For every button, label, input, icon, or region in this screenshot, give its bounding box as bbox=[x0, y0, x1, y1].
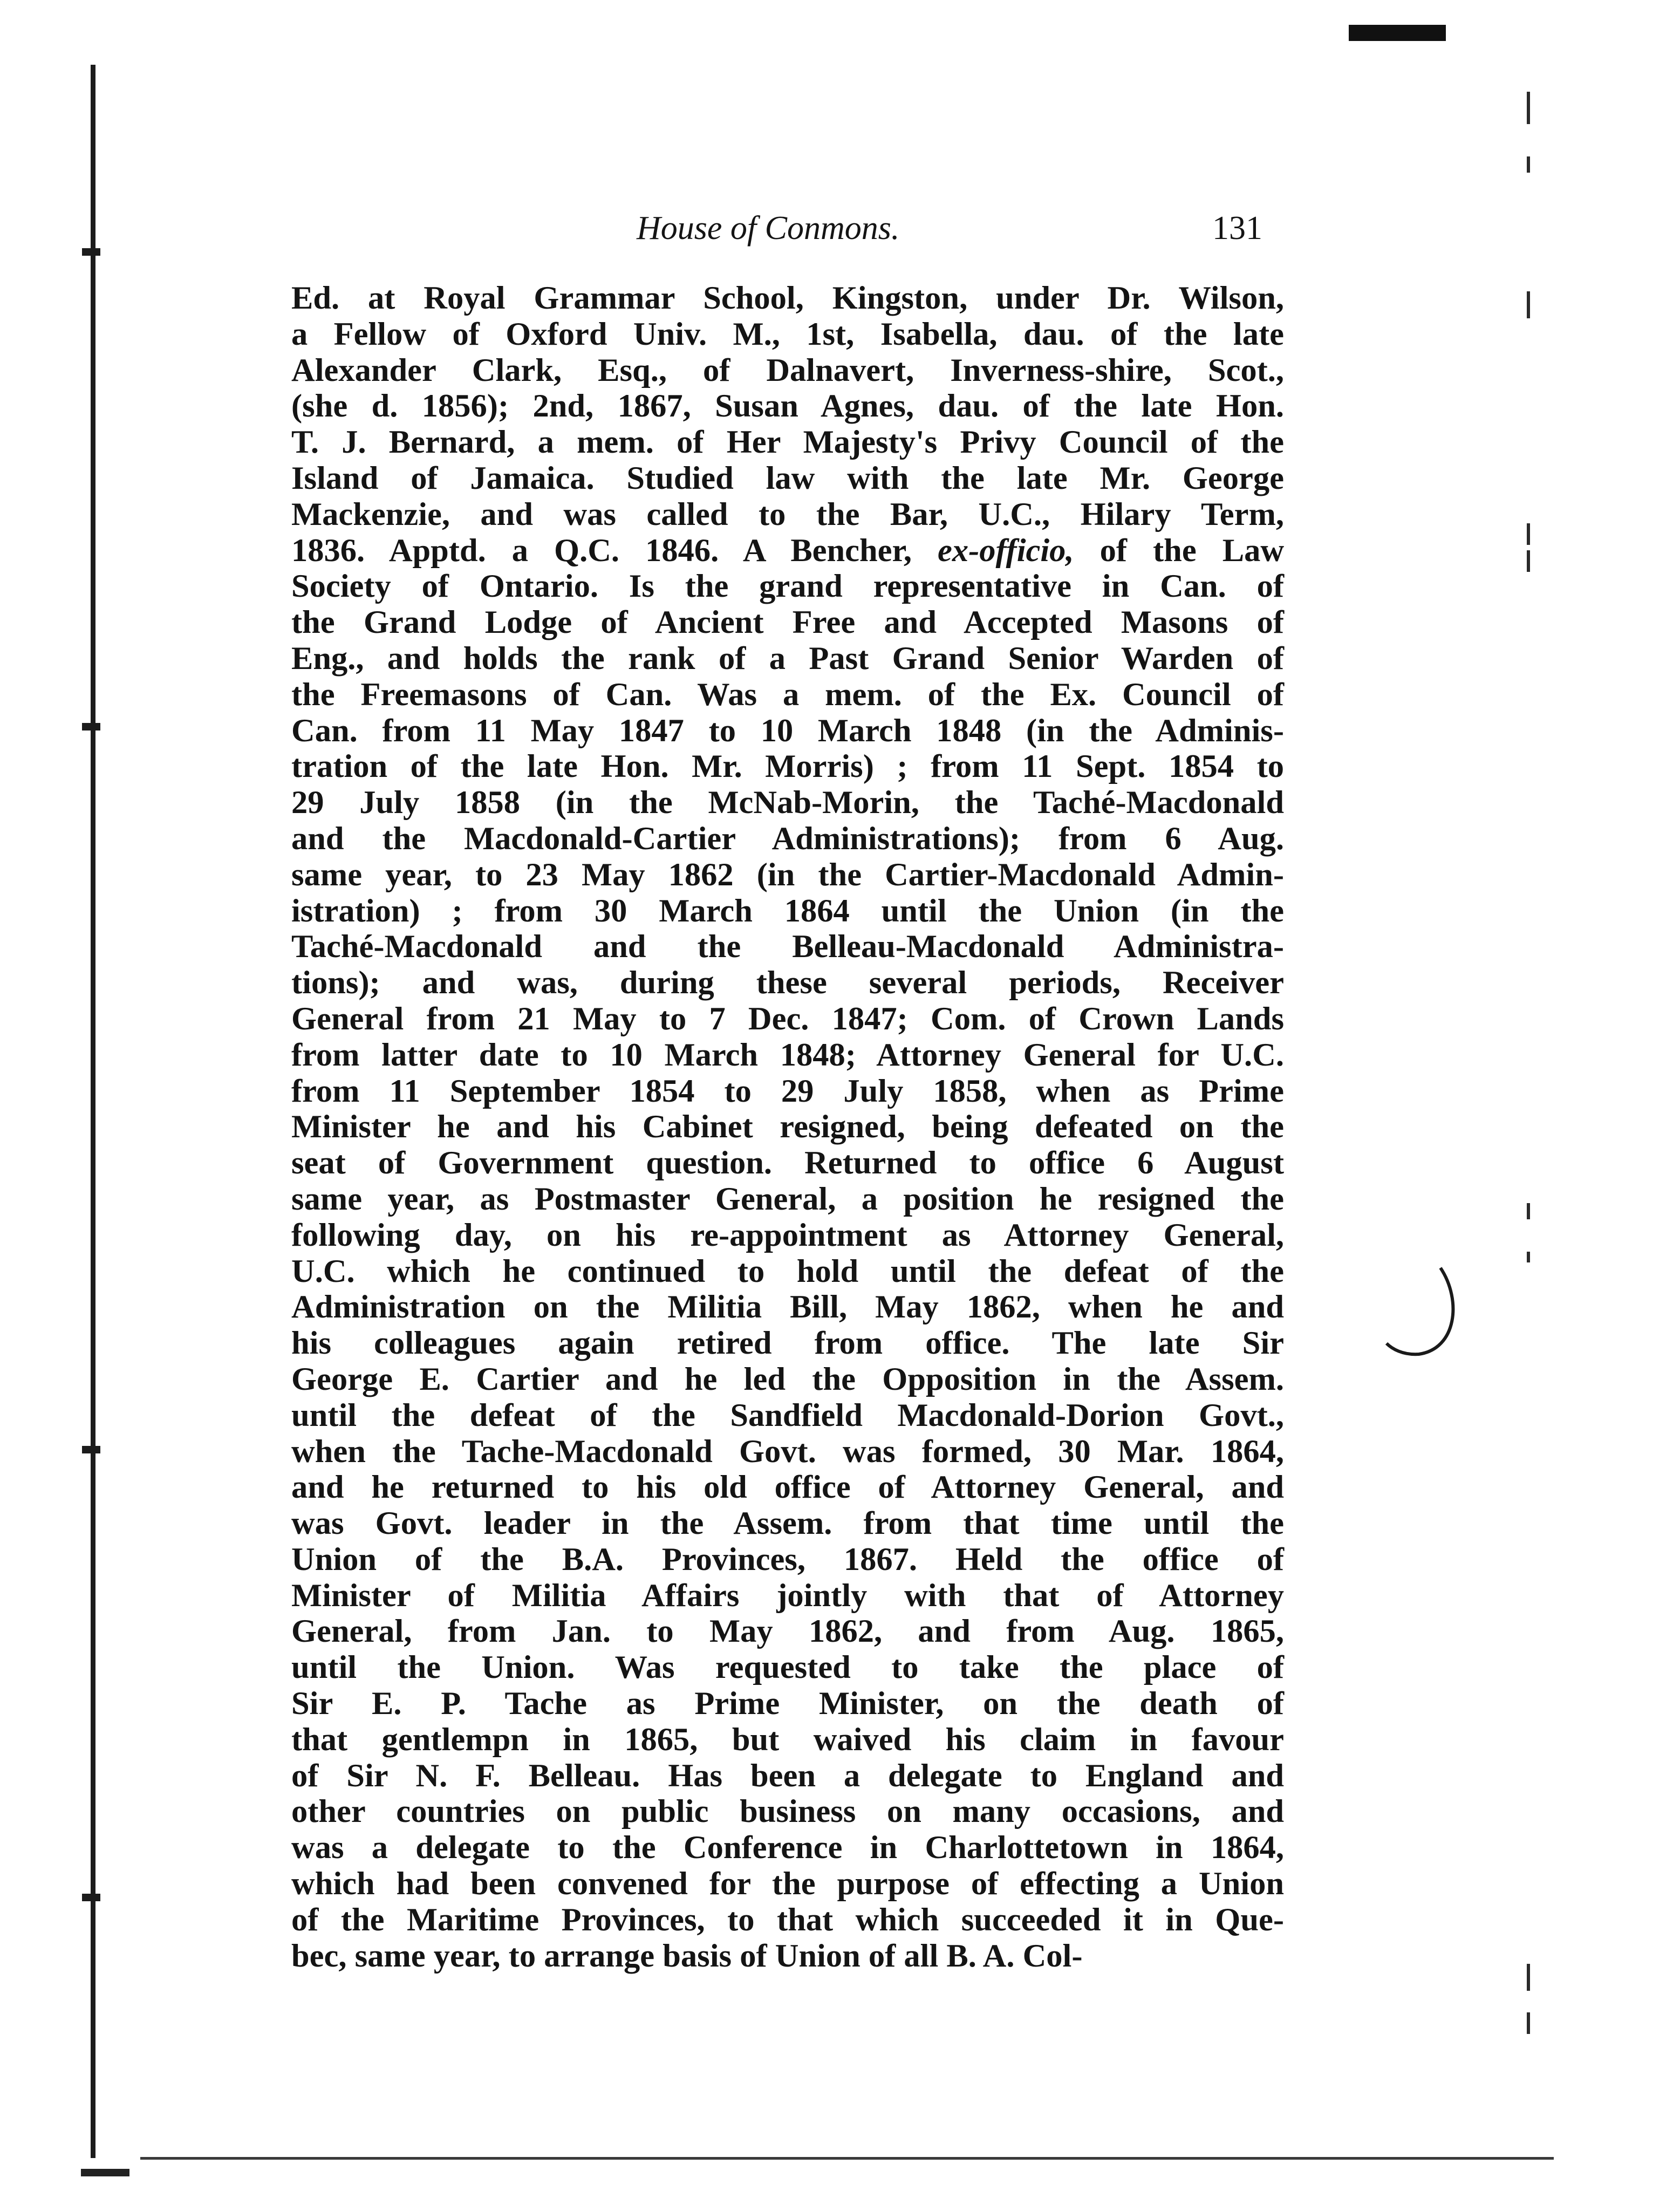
text-line: tration of the late Hon. Mr. Morris) ; from 11 Sept. 1854 to bbox=[291, 748, 1284, 785]
text-segment: of the Law bbox=[1099, 532, 1285, 569]
text-line: seat of Government question. Returned to office 6 August bbox=[291, 1145, 1284, 1182]
running-title: House of Conmons. bbox=[637, 210, 900, 247]
text-line: Eng., and holds the rank of a Past Grand Senior Warden of bbox=[291, 640, 1284, 677]
binding-tick bbox=[82, 723, 100, 730]
text-line: was a delegate to the Conference in Charlottetown in 1864, bbox=[291, 1829, 1284, 1866]
text-line: same year, as Postmaster General, a position he resigned the bbox=[291, 1180, 1284, 1217]
text-line: U.C. which he continued to hold until the defeat of the bbox=[291, 1253, 1284, 1289]
body-paragraph bbox=[291, 281, 1284, 1974]
text-line: the Freemasons of Can. Was a mem. of the Ex. Council of bbox=[291, 676, 1284, 713]
text-line: until the defeat of the Sandfield Macdonald-Dorion Govt., bbox=[291, 1397, 1284, 1433]
text-line: General, from Jan. to May 1862, and from Aug. 1865, bbox=[291, 1613, 1284, 1650]
pencil-hook-mark bbox=[1381, 1257, 1467, 1365]
text-line: George E. Cartier and he led the Opposition in the Assem. bbox=[291, 1361, 1284, 1397]
binding-tick bbox=[82, 248, 100, 256]
text-line: Island of Jamaica. Studied law with the late Mr. George bbox=[291, 460, 1284, 496]
text-line: bec, same year, to arrange basis of Union of all B. A. Col- bbox=[291, 1937, 1083, 1974]
text-line: 29 July 1858 (in the McNab-Morin, the Taché-Macdonald bbox=[291, 784, 1284, 821]
text-line: T. J. Bernard, a mem. of Her Majesty's Privy Council of the bbox=[291, 424, 1284, 461]
text-line: of Sir N. F. Belleau. Has been a delegate to England and bbox=[291, 1757, 1284, 1794]
text-line: Society of Ontario. Is the grand representative in Can. of bbox=[291, 568, 1284, 605]
text-line: when the Tache-Macdonald Govt. was formed, 30 Mar. 1864, bbox=[291, 1433, 1284, 1470]
text-line: Ed. at Royal Grammar School, Kingston, under Dr. Wilson, bbox=[291, 280, 1284, 316]
text-line: General from 21 May to 7 Dec. 1847; Com. of Crown Lands bbox=[291, 1000, 1284, 1037]
text-line: and he returned to his old office of Attorney General, and bbox=[291, 1469, 1284, 1506]
page-header bbox=[637, 209, 1262, 252]
right-edge-marks bbox=[1527, 92, 1531, 2153]
text-line: his colleagues again retired from office. The late Sir bbox=[291, 1325, 1284, 1362]
text-line: and the Macdonald-Cartier Administrations); from 6 Aug. bbox=[291, 820, 1284, 857]
text-line: tions); and was, during these several periods, Receiver bbox=[291, 965, 1284, 1001]
binding-rule bbox=[91, 65, 95, 2158]
binding-tick bbox=[82, 1894, 100, 1901]
text-segment: 1836. Apptd. a Q.C. 1846. A Bencher, bbox=[291, 532, 912, 569]
text-line: of the Maritime Provinces, to that which succeeded it in Que- bbox=[291, 1901, 1284, 1938]
text-line: that gentlempn in 1865, but waived his claim in favour bbox=[291, 1721, 1284, 1758]
text-line: other countries on public business on many occasions, and bbox=[291, 1793, 1284, 1830]
binding-tick bbox=[82, 1446, 100, 1453]
text-line: which had been convened for the purpose of effecting a Union bbox=[291, 1866, 1284, 1902]
text-line: Alexander Clark, Esq., of Dalnavert, Inverness-shire, Scot., bbox=[291, 352, 1284, 388]
text-line: following day, on his re-appointment as Attorney General, bbox=[291, 1217, 1284, 1253]
text-line: Mackenzie, and was called to the Bar, U.C., Hilary Term, bbox=[291, 496, 1284, 532]
text-line: same year, to 23 May 1862 (in the Cartier-Macdonald Admin- bbox=[291, 856, 1284, 893]
text-line: from 11 September 1854 to 29 July 1858, when as Prime bbox=[291, 1073, 1284, 1109]
text-line: was Govt. leader in the Assem. from that time until the bbox=[291, 1505, 1284, 1542]
text-line: Minister of Militia Affairs jointly with that of Attorney bbox=[291, 1577, 1284, 1614]
text-line: the Grand Lodge of Ancient Free and Accepted Masons of bbox=[291, 604, 1284, 641]
text-line: Can. from 11 May 1847 to 10 March 1848 (in the Adminis- bbox=[291, 712, 1284, 749]
text-line: from latter date to 10 March 1848; Attorney General for U.C. bbox=[291, 1036, 1284, 1073]
text-line: (she d. 1856); 2nd, 1867, Susan Agnes, dau. of the late Hon. bbox=[291, 388, 1284, 425]
text-line: until the Union. Was requested to take the place of bbox=[291, 1649, 1284, 1686]
text-line: Minister he and his Cabinet resigned, being defeated on the bbox=[291, 1109, 1284, 1145]
text-line: a Fellow of Oxford Univ. M., 1st, Isabella, dau. of the late bbox=[291, 316, 1284, 352]
text-line: Sir E. P. Tache as Prime Minister, on the death of bbox=[291, 1685, 1284, 1722]
scan-mark bbox=[81, 2169, 129, 2176]
text-line: Taché-Macdonald and the Belleau-Macdonald Administra- bbox=[291, 929, 1284, 965]
text-line: Union of the B.A. Provinces, 1867. Held the office of bbox=[291, 1541, 1284, 1578]
page-number: 131 bbox=[1212, 210, 1262, 247]
italic-term: ex-officio, bbox=[938, 532, 1074, 569]
text-line: Administration on the Militia Bill, May 1862, when he and bbox=[291, 1289, 1284, 1326]
text-line: istration) ; from 30 March 1864 until the Union (in the bbox=[291, 892, 1284, 929]
bottom-rule bbox=[140, 2157, 1554, 2160]
text-line-mixed bbox=[291, 533, 1284, 569]
scan-smudge bbox=[1349, 25, 1446, 41]
